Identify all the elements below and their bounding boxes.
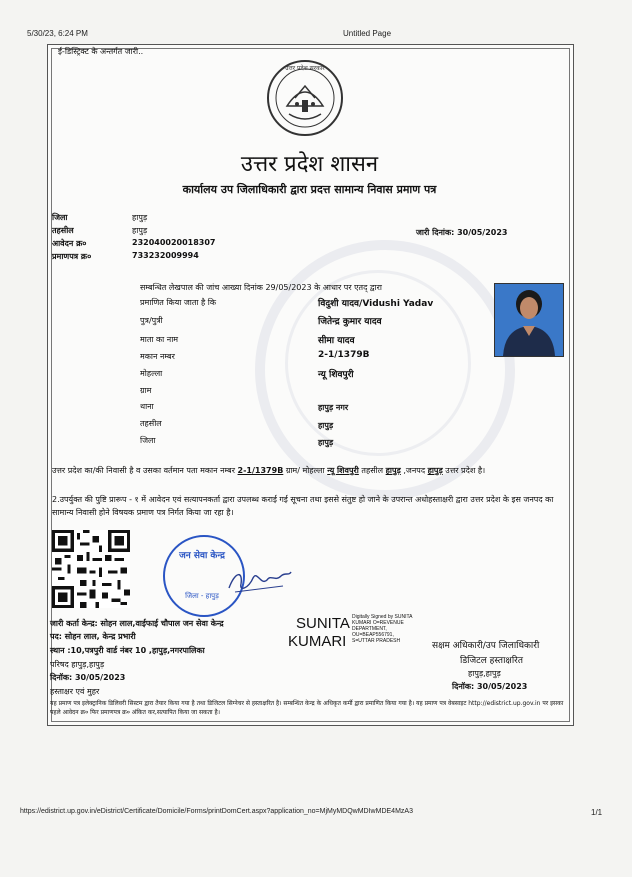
detail-value: विदुशी यादव/Vidushi Yadav — [318, 299, 434, 309]
government-title: उत्तर प्रदेश शासन — [240, 152, 379, 177]
para1-text: उत्तर प्रदेश है। — [442, 466, 486, 475]
detail-value: जितेन्द्र कुमार यादव — [318, 317, 382, 327]
residence-paragraph — [52, 465, 564, 477]
confirmation-paragraph: 2.उपर्युक्त की पुष्टि प्रारूप - १ में आवेदन एवं सत्यापनकर्ता द्वारा उपलब्ध कराई गई सूचना तथा इससे संतुष्ट हो जाने के उपरान्त अधोहस्ताक्षरी द्वारा उत्तर प्रदेश के इस जनपद का सामान्य निवासी होने विषयक प्रमाण पत्र निर्गत किया जा रहा है। — [52, 495, 554, 517]
person-silhouette-icon — [495, 284, 563, 356]
applicant-photo — [494, 283, 564, 357]
issuer-center: जारी कर्ता केन्द्र: सोहन लाल,वाईफाई चौपाल जन सेवा केन्द्र — [50, 619, 224, 628]
tehsil-label: तहसील — [52, 226, 74, 235]
digital-signer-name: KUMARI — [288, 633, 347, 650]
emblem-text: उत्तर प्रदेश सरकार — [285, 65, 325, 72]
digital-signature-details — [352, 614, 413, 644]
page-count: 1/1 — [591, 808, 603, 817]
sign-and-seal-label: हस्ताक्षर एवं मुहर — [50, 687, 100, 696]
digital-signature-line: Digitally Signed by SUNITA — [352, 614, 413, 620]
para1-text: उत्तर प्रदेश का/की निवासी है व उसका वर्तमान पता मकान नम्बर — [52, 466, 238, 475]
tehsil-value: हापुड़ — [132, 226, 148, 235]
issuer-designation: पद: सोहन लाल, केन्द्र प्रभारी — [50, 632, 136, 641]
seal-text: जन सेवा केन्द्र — [179, 551, 225, 561]
detail-label: थाना — [140, 402, 154, 411]
para1-district: हापुड़ — [427, 466, 443, 475]
application-number: 232040020018307 — [132, 238, 216, 247]
issuer-location-line2: परिषद हापुड़,हापुड़ — [50, 660, 105, 669]
issuer-date: दिनॉक: 30/05/2023 — [50, 673, 126, 682]
digital-signer-name: SUNITA — [296, 615, 350, 632]
print-datetime: 5/30/23, 6:24 PM — [27, 29, 88, 38]
detail-label: मोहल्ला — [140, 369, 163, 378]
certificate-subtitle: कार्यालय उप जिलाधिकारी द्वारा प्रदत्त सामान्य निवास प्रमाण पत्र — [182, 183, 437, 196]
detail-label: माता का नाम — [140, 335, 179, 344]
detail-label: ग्राम — [140, 386, 152, 395]
print-page-title: Untitled Page — [343, 29, 392, 38]
digital-signature-line: OU=BEAP556791, — [352, 632, 394, 638]
detail-value: सीमा यादव — [318, 336, 355, 346]
detail-value: हापुड़ — [318, 421, 334, 430]
detail-label: पुत्र/पुत्री — [140, 316, 163, 325]
seal-bottom-text: जिला - हापुड़ — [185, 592, 219, 600]
detail-label: मकान नम्बर — [140, 352, 175, 361]
para1-text: तहसील — [358, 466, 386, 475]
certificate-number: 733232009994 — [132, 251, 199, 260]
district-value: हापुड़ — [132, 213, 148, 222]
detail-value: हापुड़ — [318, 438, 334, 447]
para1-text: ,जनपद — [400, 466, 428, 475]
detail-label: जिला — [140, 436, 156, 445]
page-url: https://edistrict.up.gov.in/eDistrict/Certificate/Domicile/Forms/printDomCert.aspx?application_no=MjMyMDQwMDIwMDE4MzA3 — [20, 808, 413, 815]
detail-value: 2-1/1379B — [318, 350, 370, 360]
authority-location: हापुड़,हापुड़ — [468, 669, 501, 678]
para1-text: ग्राम/ मोहल्ला — [283, 466, 328, 475]
digital-signature-line: DEPARTMENT, — [352, 626, 387, 632]
authority-digital: डिजिटल हस्ताक्षरित — [460, 656, 523, 666]
detail-label: तहसील — [140, 419, 162, 428]
qr-code-icon — [52, 530, 130, 608]
para1-house: 2-1/1379B — [237, 466, 284, 475]
detail-value: हापुड़ नगर — [318, 403, 349, 412]
para1-tehsil: हापुड़ — [385, 466, 401, 475]
detail-label: प्रमाणित किया जाता है कि — [140, 298, 217, 307]
verification-intro: सम्बन्धित लेखपाल की जांच आख्या दिनांक 29/05/2023 के आधार पर एतद् द्वारा — [140, 283, 382, 292]
issued-under-text: ई-डिस्ट्रिक्ट के अन्तर्गत जारी.. — [58, 47, 144, 56]
handwritten-signature — [225, 562, 295, 598]
issue-date: जारी दिनांक: 30/05/2023 — [416, 228, 508, 237]
footer-note: यह प्रमाण पत्र इलेक्ट्रानिक डिलिवरी सिस्टम द्वारा तैयार किया गया है तथा डिजिटल सिग्नेचर से हस्ताक्षरित है। सम्बन्धित केन्द्र के अधिकृत कर्मी द्वारा प्रमाणित किया गया है। यह प्रमाण पत्र वेबसाइट http://edistrict.up.gov.in पर इसका पहले आवेदन क्र० फिर प्रमाणपत्र क्र० अंकित कर,सत्यापित किया जा सकता है। — [50, 700, 564, 716]
issuer-location: स्थान :10,पत्रपुरी वार्ड नंबर 10 ,हापुड़,नगरपालिका — [50, 646, 205, 655]
digital-signature-line: KUMARI O=REVENUE — [352, 620, 404, 626]
authority-date: दिनॉक: 30/05/2023 — [452, 682, 528, 691]
authority-title: सक्षम अधिकारी/उप जिलाधिकारी — [432, 641, 540, 651]
certificate-label: प्रमाणपत्र क्र० — [52, 252, 92, 261]
para1-mohalla: न्यू शिवपुरी — [327, 466, 359, 475]
district-label: जिला — [52, 213, 68, 222]
digital-signature-line: S=UTTAR PRADESH — [352, 638, 401, 644]
detail-value: न्यू शिवपुरी — [318, 370, 354, 380]
application-label: आवेदन क्र० — [52, 239, 87, 248]
